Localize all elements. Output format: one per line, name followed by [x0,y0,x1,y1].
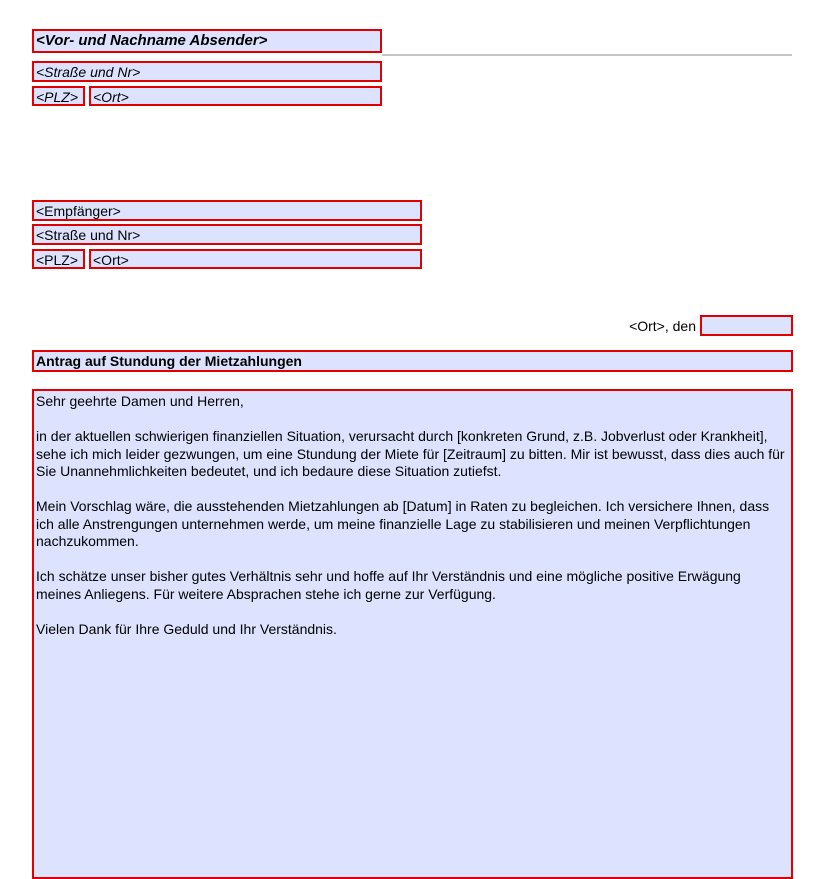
recipient-plz-field[interactable]: <PLZ> [32,249,85,269]
recipient-city-field[interactable]: <Ort> [89,249,422,269]
recipient-street-field[interactable]: <Straße und Nr> [32,224,422,245]
body-paragraph: Ich schätze unser bisher gutes Verhältnis sehr und hoffe auf Ihr Verständnis und eine mögliche positive Erwägung meines Anliegens. Für weitere Absprachen stehe ich gerne zur Verfügung. [36,568,741,602]
sender-plz-field[interactable]: <PLZ> [32,86,85,106]
sender-name-field[interactable]: <Vor- und Nachname Absender> [32,29,382,53]
closing-line: Vielen Dank für Ihre Geduld und Ihr Verständnis. [36,620,337,637]
date-field[interactable] [700,315,793,336]
subject-field[interactable]: Antrag auf Stundung der Mietzahlungen [32,350,793,372]
sender-street-field[interactable]: <Straße und Nr> [32,61,382,82]
recipient-name-field[interactable]: <Empfänger> [32,200,422,221]
letter-body-field[interactable] [32,389,793,879]
salutation: Sehr geehrte Damen und Herren, [36,393,244,409]
sender-divider [382,54,792,56]
body-paragraph: Mein Vorschlag wäre, die ausstehenden Mietzahlungen ab [Datum] in Raten zu begleichen. Ich versichere Ihnen, dass ich alle Anstrengungen unternehmen werde, um meine finanzielle Lage zu stabilisieren und meinen Verpflichtungen nachzukommen. [36,498,770,549]
place-date-label: <Ort>, den [629,318,696,334]
body-paragraph: in der aktuellen schwierigen finanziellen Situation, verursacht durch [konkreten Grund, z.B. Jobverlust oder Krankheit], sehe ich mich leider gezwungen, um eine Stundung der Miete für [Zeitraum] zu bitten. Mir ist bewusst, dass dies auch für Sie Unannehmlichkeiten bedeutet, und ich bedaure diese Situation zutiefst. [36,428,785,479]
sender-city-field[interactable]: <Ort> [89,86,382,106]
